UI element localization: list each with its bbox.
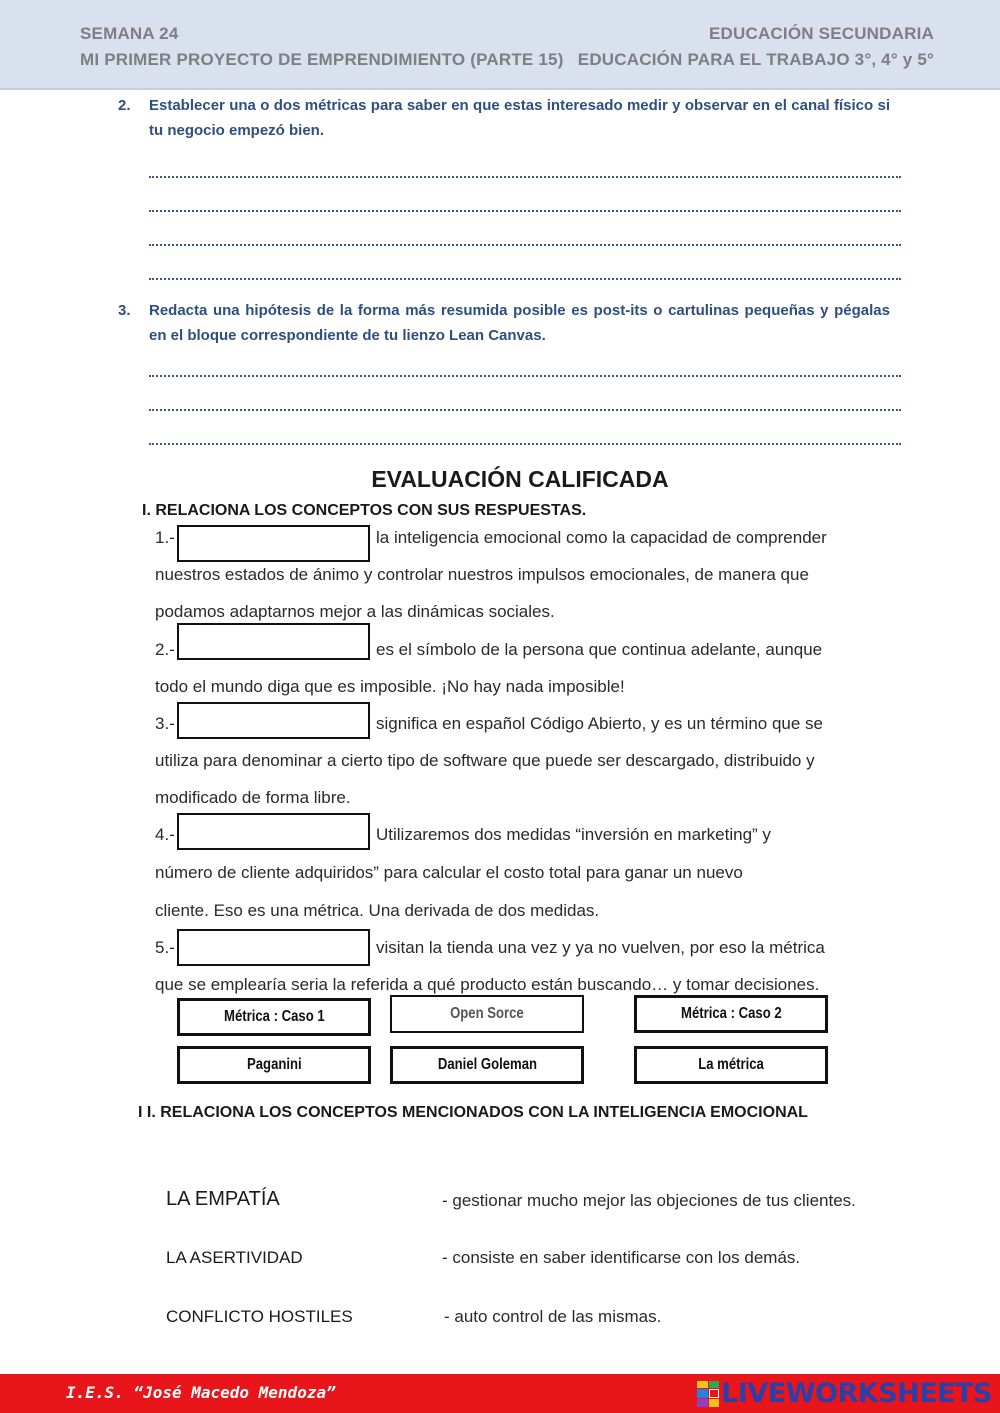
item-text: significa en español Código Abierto, y es un término que se	[376, 714, 823, 733]
option-label: Open Sorce	[450, 1005, 524, 1022]
logo-cube-icon	[697, 1381, 719, 1407]
answer-drop-box-4[interactable]	[177, 813, 370, 850]
course-label: EDUCACIÓN PARA EL TRABAJO 3°, 4° y 5°	[577, 50, 934, 69]
answer-line[interactable]	[149, 244, 901, 246]
item-text: Utilizaremos dos medidas “inversión en marketing” y	[376, 825, 771, 844]
question-3	[118, 298, 890, 348]
answer-drop-box-2[interactable]	[177, 623, 370, 660]
question-number: 2.	[118, 97, 131, 114]
definition-2[interactable]: - consiste en saber identificarse con los demás.	[442, 1248, 801, 1267]
option-label: Paganini	[246, 1056, 302, 1073]
item-number: 4.-	[155, 825, 175, 844]
section-1-title: I. RELACIONA LOS CONCEPTOS CON SUS RESPUESTAS.	[142, 502, 587, 519]
item-number: 1.-	[155, 528, 175, 547]
answer-line[interactable]	[149, 375, 901, 377]
option-card[interactable]	[177, 998, 371, 1036]
question-number: 3.	[118, 302, 131, 319]
page-header	[0, 0, 1000, 90]
definition-1[interactable]: - gestionar mucho mejor las objeciones de tus clientes.	[442, 1191, 856, 1210]
answer-line[interactable]	[149, 443, 901, 445]
concept-empatia[interactable]: LA EMPATÍA	[166, 1188, 280, 1210]
option-label: Daniel Goleman	[437, 1056, 537, 1073]
answer-drop-box-3[interactable]	[177, 702, 370, 739]
item-text-line: podamos adaptarnos mejor a las dinámicas sociales.	[155, 602, 555, 621]
item-text: visitan la tienda una vez y ya no vuelven, por eso la métrica	[376, 938, 825, 957]
item-number: 5.-	[155, 938, 175, 957]
item-text-line: número de cliente adquiridos” para calcular el costo total para ganar un nuevo	[155, 863, 743, 882]
question-2	[118, 93, 890, 143]
evaluation-title: EVALUACIÓN CALIFICADA	[371, 466, 669, 492]
question-text: Establecer una o dos métricas para saber en que estas interesado medir y observar en el canal físico si tu negocio empezó bien.	[149, 97, 890, 139]
item-number: 3.-	[155, 714, 175, 733]
answer-line[interactable]	[149, 210, 901, 212]
option-label: Métrica : Caso 1	[223, 1008, 325, 1025]
concept-conflicto[interactable]: CONFLICTO HOSTILES	[166, 1307, 353, 1326]
week-label: SEMANA 24	[80, 24, 179, 43]
answer-drop-box-5[interactable]	[177, 929, 370, 966]
project-title: MI PRIMER PROYECTO DE EMPRENDIMIENTO (PARTE 15)	[80, 50, 564, 69]
option-card[interactable]	[634, 995, 828, 1033]
page-footer	[0, 1374, 1000, 1413]
option-card[interactable]	[634, 1046, 828, 1084]
item-text: la inteligencia emocional como la capacidad de comprender	[376, 528, 827, 547]
option-card[interactable]	[390, 1046, 584, 1084]
option-card[interactable]	[177, 1046, 371, 1084]
answer-drop-box-1[interactable]	[177, 525, 370, 562]
item-number: 2.-	[155, 640, 175, 659]
liveworksheets-logo[interactable]	[697, 1378, 992, 1409]
definition-3[interactable]: - auto control de las mismas.	[444, 1307, 662, 1326]
logo-text: LIVEWORKSHEETS	[721, 1378, 992, 1409]
answer-line[interactable]	[149, 176, 901, 178]
concept-asertividad[interactable]: LA ASERTIVIDAD	[166, 1248, 303, 1267]
item-text-line: cliente. Eso es una métrica. Una derivada de dos medidas.	[155, 901, 600, 920]
school-name: I.E.S. “José Macedo Mendoza”	[66, 1383, 336, 1402]
section-2-title: I I. RELACIONA LOS CONCEPTOS MENCIONADOS CON LA INTELIGENCIA EMOCIONAL	[138, 1104, 808, 1121]
item-text-line: nuestros estados de ánimo y controlar nuestros impulsos emocionales, de manera que	[155, 565, 809, 584]
item-text: es el símbolo de la persona que continua adelante, aunque	[376, 640, 823, 659]
item-text-line: que se emplearía seria la referida a qué producto están buscando… y tomar decisiones.	[155, 975, 820, 994]
item-text-line: todo el mundo diga que es imposible. ¡No hay nada imposible!	[155, 677, 625, 696]
item-text-line: utiliza para denominar a cierto tipo de software que puede ser descargado, distribuido y	[155, 751, 815, 770]
answer-line[interactable]	[149, 278, 901, 280]
item-text-line: modificado de forma libre.	[155, 788, 351, 807]
option-label: La métrica	[698, 1056, 764, 1073]
option-card[interactable]	[390, 995, 584, 1033]
level-label: EDUCACIÓN SECUNDARIA	[708, 24, 934, 43]
option-label: Métrica : Caso 2	[680, 1005, 782, 1022]
answer-line[interactable]	[149, 409, 901, 411]
question-text: Redacta una hipótesis de la forma más resumida posible es post-its o cartulinas pequeñas y pégalas en el bloque correspondiente de tu lienzo Lean Canvas.	[149, 302, 890, 344]
